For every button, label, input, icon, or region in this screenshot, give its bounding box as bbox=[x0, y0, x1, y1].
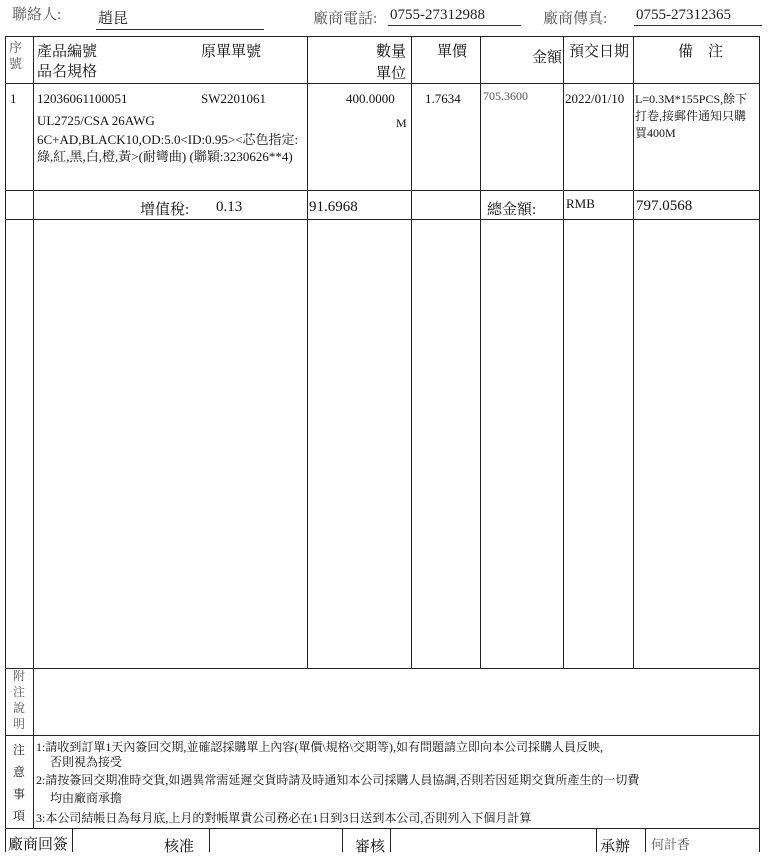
totals-row-border bbox=[5, 219, 760, 220]
total-label: 總金額: bbox=[487, 202, 537, 218]
item-product-no: 12036061100051 bbox=[37, 91, 128, 106]
notes-divider bbox=[33, 668, 34, 828]
col-header-product-spec: 品名規格 bbox=[37, 64, 98, 80]
term-1-line-2: 否則視為接受 bbox=[50, 755, 123, 769]
col-header-due-date: 預交日期 bbox=[569, 44, 630, 60]
sig-divider bbox=[209, 828, 210, 852]
term-2-line-2: 均由廠商承擔 bbox=[50, 791, 123, 805]
vat-rate: 0.13 bbox=[216, 199, 243, 215]
sig-divider bbox=[342, 828, 343, 852]
sig-divider bbox=[596, 828, 597, 852]
vat-label: 增值稅: bbox=[140, 202, 190, 218]
table-right-border bbox=[759, 36, 760, 852]
sig-divider bbox=[645, 828, 646, 852]
term-1-line-1: 1:請收到訂單1天內簽回交期,並確認採購單上內容(單價\規格\交期等),如有問題請立即向本公司採購人員反映, bbox=[36, 740, 603, 754]
terms-bottom-border bbox=[5, 828, 760, 829]
item-seq: 1 bbox=[10, 91, 17, 106]
item-amount: 705.3600 bbox=[483, 89, 528, 103]
col-divider bbox=[33, 36, 34, 668]
col-divider bbox=[563, 36, 564, 668]
col-divider bbox=[411, 36, 412, 668]
fax-value: 0755-27312365 bbox=[634, 7, 762, 26]
body-bottom-border bbox=[5, 668, 760, 669]
item-unit: M bbox=[396, 116, 407, 130]
col-header-unit-price: 單價 bbox=[437, 44, 468, 60]
term-2-line-1: 2:請按簽回交期准時交貨,如遇異常需延遲交貨時請及時通知本公司採購人員協調,否則若因延期交貨所產生的一切費 bbox=[36, 773, 640, 787]
handler-label: 承辦 bbox=[600, 839, 631, 855]
notes-label: 附注說明 bbox=[13, 669, 26, 731]
vat-amount: 91.6968 bbox=[309, 199, 358, 215]
item-unit-price: 1.7634 bbox=[425, 91, 461, 106]
phone-label: 廠商電話: bbox=[313, 11, 378, 27]
sig-divider bbox=[72, 828, 73, 852]
contact-label: 聯絡人: bbox=[12, 7, 62, 23]
fax-label: 廠商傳真: bbox=[543, 11, 608, 27]
col-divider bbox=[633, 36, 634, 668]
table-top-border bbox=[5, 36, 760, 37]
term-3: 3:本公司結帳日為每月底,上月的對帳單貴公司務必在1日到3日送到本公司,否則列入下個月計算 bbox=[36, 811, 532, 825]
vendor-reply-label: 廠商回簽 bbox=[8, 837, 69, 853]
col-header-remarks: 備 注 bbox=[678, 44, 724, 60]
approve-label: 核准 bbox=[164, 839, 195, 855]
total-currency: RMB bbox=[566, 196, 595, 211]
item-row-border bbox=[5, 190, 760, 191]
table-left-border bbox=[5, 36, 6, 852]
col-header-product-no: 產品編號 bbox=[37, 44, 98, 60]
contact-value: 趙昆 bbox=[96, 7, 264, 30]
sig-divider bbox=[390, 828, 391, 852]
item-order-no: SW2201061 bbox=[201, 91, 266, 106]
col-header-seq: 序號 bbox=[9, 40, 23, 71]
item-remarks: L=0.3M*155PCS,餘下打卷,接郵件通知只購買400M bbox=[635, 92, 748, 140]
total-amount: 797.0568 bbox=[636, 198, 693, 214]
item-due-date: 2022/01/10 bbox=[565, 91, 625, 106]
item-spec-line1: UL2725/CSA 26AWG bbox=[37, 113, 155, 128]
review-label: 審核 bbox=[355, 839, 386, 855]
terms-label: 注意事項 bbox=[13, 743, 26, 823]
header-row-border bbox=[5, 83, 760, 84]
item-spec-rest: 6C+AD,BLACK10,OD:5.0<ID:0.95><芯色指定:綠,紅,黑,白,橙,黃>(耐彎曲) (聯穎:3230626**4) bbox=[37, 132, 299, 164]
col-divider bbox=[480, 36, 481, 668]
notes-bottom-border bbox=[5, 735, 760, 736]
col-header-order-no: 原單單號 bbox=[201, 44, 262, 60]
col-header-qty: 數量 bbox=[376, 44, 407, 60]
item-qty: 400.0000 bbox=[346, 91, 395, 106]
col-header-amount: 金額 bbox=[532, 50, 563, 66]
phone-value: 0755-27312988 bbox=[388, 7, 521, 26]
handler-name: 何計香 bbox=[651, 837, 691, 852]
col-header-unit: 單位 bbox=[376, 66, 407, 82]
col-divider bbox=[307, 36, 308, 668]
